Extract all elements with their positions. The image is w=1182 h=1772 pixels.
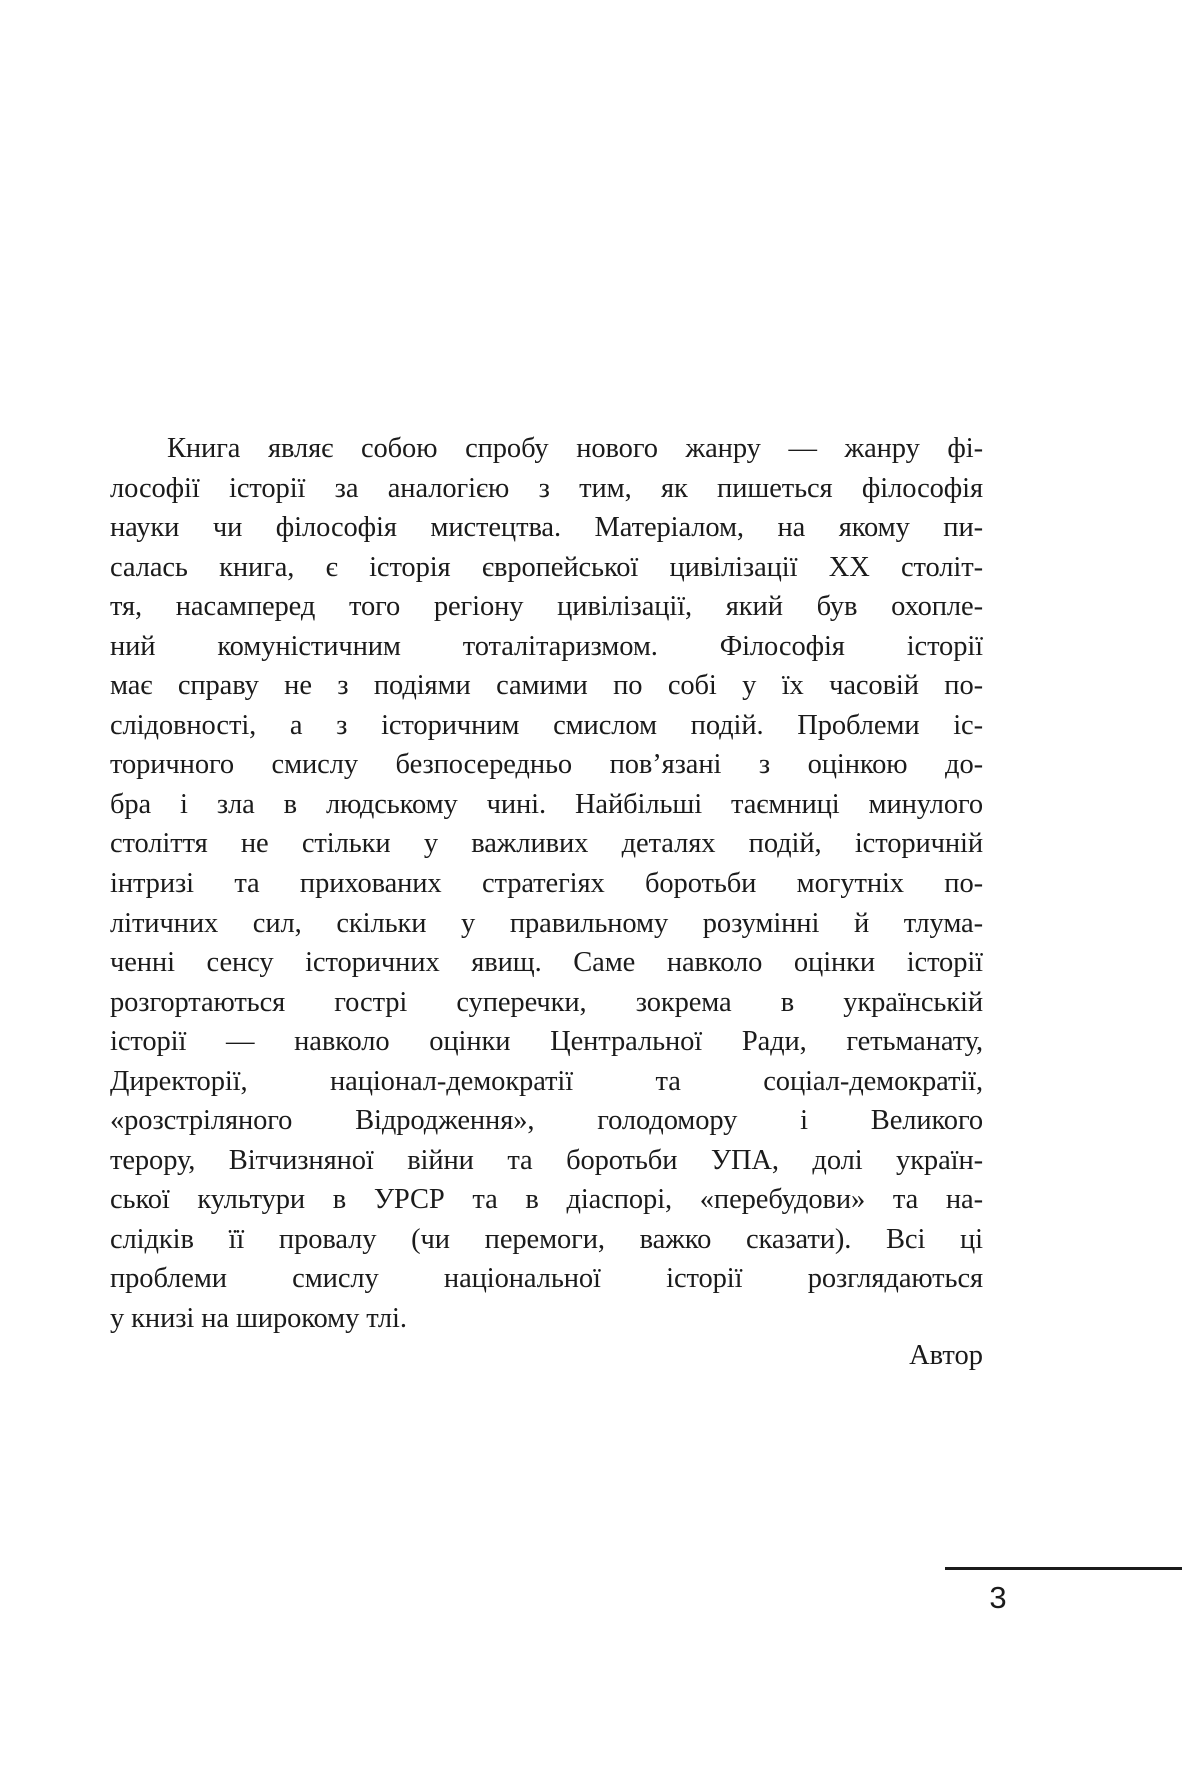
text-line: ченні сенсу історичних явищ. Саме навколо оцінки історії [110, 947, 983, 979]
text-line: науки чи філософія мистецтва. Матеріалом, на якому пи- [110, 512, 983, 544]
text-line: історії — навколо оцінки Центральної Ради, гетьманату, [110, 1026, 983, 1058]
text-line: терору, Вітчизняної війни та боротьби УПА, долі україн- [110, 1144, 983, 1176]
text-line: у книзі на широкому тлі. [110, 1303, 407, 1335]
text-line: слідків її провалу (чи перемоги, важко сказати). Всі ці [110, 1223, 983, 1255]
text-line: Книга являє собою спробу нового жанру — жанру фі- [167, 433, 983, 464]
text-line: «розстріляного Відродження», голодомору і Великого [110, 1105, 983, 1137]
text-line: бра і зла в людському чині. Найбільші таємниці минулого [110, 788, 983, 820]
page-number: 3 [989, 1580, 1007, 1615]
author-signature: Автор [909, 1340, 983, 1371]
text-line: Директорії, націонал-демократії та соціал-демократії, [110, 1065, 983, 1097]
text-line: розгортаються гострі суперечки, зокрема в українській [110, 986, 983, 1018]
text-line: торичного смислу безпосередньо пов’язані з оцінкою до- [110, 749, 983, 781]
text-line: ний комуністичним тоталітаризмом. Філософія історії [110, 630, 983, 662]
text-line: салась книга, є історія європейської цивілізації XX століт- [110, 551, 983, 583]
text-line: має справу не з подіями самими по собі у їх часовій по- [110, 670, 983, 702]
text-line: століття не стільки у важливих деталях подій, історичній [110, 828, 983, 860]
text-line: літичних сил, скільки у правильному розумінні й тлума- [110, 907, 983, 939]
text-line: ської культури в УРСР та в діаспорі, «перебудови» та на- [110, 1184, 983, 1216]
text-line: проблеми смислу національної історії розглядаються [110, 1263, 983, 1295]
text-line: лософії історії за аналогією з тим, як пишеться філософія [110, 472, 983, 504]
text-line: інтризі та прихованих стратегіях боротьби могутніх по- [110, 868, 983, 900]
foreword-paragraph [110, 429, 983, 1339]
text-line: слідовності, а з історичним смислом подій. Проблеми іс- [110, 709, 983, 741]
text-line: тя, насамперед того регіону цивілізації, який був охопле- [110, 591, 983, 623]
footer-divider [945, 1567, 1182, 1570]
